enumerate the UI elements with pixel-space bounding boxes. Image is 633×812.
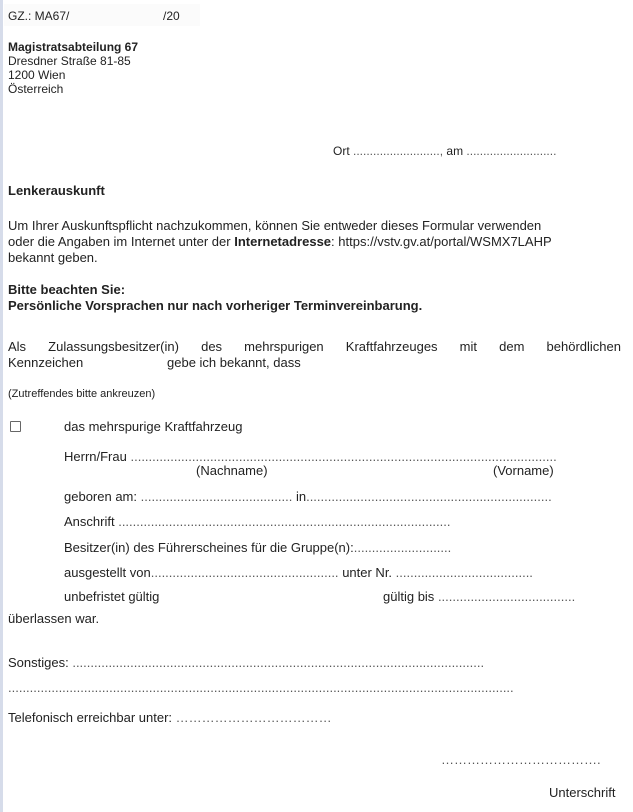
internet-address-label: Internetadresse (234, 234, 332, 249)
anschrift-row (64, 514, 451, 529)
statement-line-1: Als Zulassungsbesitzer(in) des mehrspurigen Kraftfahrzeuges mit dem behördlichen (8, 339, 621, 354)
ausgestellt-field[interactable]: .................................................... (150, 565, 339, 580)
intro-line-2 (8, 234, 552, 249)
address-country: Österreich (8, 82, 64, 96)
unbefristet-label: unbefristet gültig (64, 589, 160, 604)
sonstiges-row (8, 655, 484, 670)
option-checkbox[interactable] (10, 421, 21, 432)
geboren-label: geboren am: (64, 489, 137, 504)
notice-line-1: Bitte beachten Sie: (8, 282, 126, 297)
sonstiges-field-2[interactable] (8, 680, 514, 695)
besitzer-label: Besitzer(in) des Führerscheines für die Gruppe(n): (64, 540, 354, 555)
intro-line-1: Um Ihrer Auskunftspflicht nachzukommen, können Sie entweder dieses Formular verwenden (8, 218, 542, 233)
geboren-row (64, 489, 552, 504)
gz-suffix: /20 (163, 9, 180, 23)
ausgestellt-label: ausgestellt von (64, 565, 151, 580)
in-label: in (295, 489, 307, 504)
sonstiges-field-1[interactable]: .................................................................................................................. (72, 655, 485, 670)
address-city: 1200 Wien (8, 68, 66, 82)
page-title: Lenkerauskunft (8, 183, 105, 198)
address-org: Magistratsabteilung 67 (8, 40, 139, 54)
signature-label: Unterschrift (549, 785, 616, 800)
anschrift-label: Anschrift (64, 514, 115, 529)
intro-line-3: bekannt geben. (8, 250, 98, 265)
sonstiges-label: Sonstiges: (8, 655, 69, 670)
unter-nr-field[interactable]: ...................................... (395, 565, 533, 580)
statement-line-2-a: Kennzeichen (8, 355, 84, 370)
gz-prefix: GZ.: MA67/ (8, 9, 70, 23)
place-date-line (333, 144, 556, 158)
ausgestellt-row (64, 565, 533, 580)
herr-frau-row (64, 449, 557, 464)
herr-frau-label: Herrn/Frau (64, 449, 127, 464)
telefon-field[interactable]: ……………………………… (175, 710, 332, 725)
hint-text: (Zutreffendes bitte ankreuzen) (8, 388, 156, 400)
telefon-label: Telefonisch erreichbar unter: (8, 710, 173, 725)
option-label: das mehrspurige Kraftfahrzeug (64, 419, 243, 434)
geboren-field[interactable]: .......................................... (140, 489, 293, 504)
besitzer-row (64, 540, 451, 555)
intro-url: : https://vstv.gv.at/portal/WSMX7LAHP (331, 234, 552, 249)
anschrift-field[interactable]: ............................................................................................ (118, 514, 451, 529)
gueltig-label: gültig bis (383, 589, 435, 604)
address-street: Dresdner Straße 81-85 (8, 54, 131, 68)
am-field[interactable]: ........................... (466, 144, 557, 158)
ueberlassen-text: überlassen war. (8, 611, 100, 626)
am-label: am (446, 144, 464, 158)
gueltig-row (383, 589, 575, 604)
besitzer-field[interactable]: ........................... (353, 540, 452, 555)
unter-nr-label: unter Nr. (342, 565, 393, 580)
nachname-label: (Nachname) (196, 463, 268, 478)
sonstiges-dots-2: ............................................................................................................................................ (8, 680, 514, 695)
in-field[interactable]: .................................................................... (306, 489, 552, 504)
ort-label: Ort (333, 144, 350, 158)
signature-field[interactable] (441, 752, 601, 767)
intro-line-2-pre: oder die Angaben im Internet unter der (8, 234, 235, 249)
vorname-label: (Vorname) (493, 463, 554, 478)
telefon-row (8, 710, 332, 725)
gueltig-field[interactable]: ...................................... (437, 589, 576, 604)
notice-line-2: Persönliche Vorsprachen nur nach vorheriger Terminvereinbarung. (8, 298, 423, 313)
ort-field[interactable]: .........................., (353, 144, 444, 158)
statement-line-2-b: gebe ich bekannt, dass (167, 355, 301, 370)
herr-frau-field[interactable]: ...................................................................................................................... (130, 449, 557, 464)
page-edge (0, 0, 3, 812)
signature-dots: ………………………………. (441, 752, 601, 767)
